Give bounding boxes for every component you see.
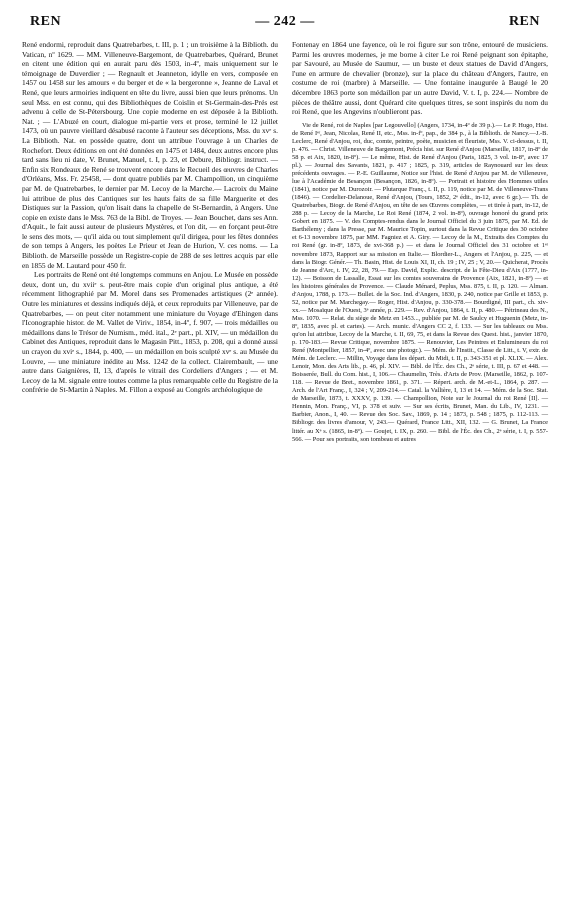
right-column — [292, 40, 548, 444]
left-paragraph-works: René endormi, reproduit dans Quatrebarbes, t. III, p. 1 ; un troisième à la Biblioth. du Vatican, nº 1629. — MM. Villeneuve-Bargemont, de Quatrebarbes, Quérard, Brunet en citent une édition qui en aurait paru dès 1503, in-4º, mais uniquement sur le témoignage de Duverdier ; — Regnault et Jeanneton, idylle en vers, composée en 1457 ou 1458 sur les amours « du berger et de « la bergeronne », Jeanne de Laval et René, que leurs armoiries indiquent en tête du livre, aussi bien que leurs prénoms. Un seul Mss. en est connu, qui des Bibliothèques de Coislin et St-Germain-des-Prés est advenu à celle de St-Pétersbourg. Une copie moderne en est déposée à la Biblioth. Nat. ; — L'Abuzé en court, dialogue mi-partie vers et prose, terminé le 12 juillet 1473, où un pauvre vieillard désabusé raconte à l'auteur ses déceptions, Mss. du xvᵉ s. La Biblioth. Nat. en possède quatre, dont un attribue l'ouvrage à un Charles de Rochefort. Deux éditions en ont été données en 1475 et 1484, deux autres encore plus tard sans lieu ni date, V. Brunet, Manuel, t. I, p. 23, et Debure, Bibliogr. instruct. — Enfin six Rondeaux de René se trouvent encore dans le Recueil des œuvres de Charles d'Orléans, Mss. Fr. 25458, — dont quatre publiés par M. Champollion, un cinquième par M. de Quatrebarbes, le dernier par M. Lecoy de la Marche.— Lacroix du Maine lui attribue de plus des Cantiques sur les hauts faits de sa fille Marguerite et des Distiques sur la Passion, qu'on lisait dans la chapelle de St-Bernardin, à Angers. Une copie en existe dans le Mss. 763 de la Bibl. de Troyes. — Jean Bouchet, dans ses Ann. d'Aquit., le fait aussi auteur de plusieurs Mystères, et l'on dit, — en forçant peut-être le sens des mots, — qu'il aida ou tout simplement qu'il dirigea, pour les fêtes données de son temps à Angers, les poètes Le Prieur et Jean de Hurion, V. ces noms. — La Biblioth. de Marseille possède un Registre-copie de 288 de ses lettres acquis par elle en 1855 de M. Lautard pour 450 fr. — [22, 40, 278, 270]
right-paragraph-main: Fontenay en 1864 une fayence, où le roi figure sur son trône, entouré de musiciens. Parmi les œuvres modernes, je me borne à citer Le roi René peignant son épitaphe, par Savouré, au Musée de Saumur, — un buste et deux statues de David d'Angers, l'une en armure de chevalier (bronze), sur la place du château d'Angers, l'autre, en costume de roi (marbre) à Marseille. — Une fontaine inaugurée à Baugé le 20 décembre 1863 porte son médaillon par un autre David, V. t. I, p. 224.— Nombre de pièces de théâtre aussi, dont Quérard cite quelques titres, se sont inspirés du nom du roi René, que les Angevins n'oublieront pas. — [292, 40, 548, 117]
page-number: — 242 — — [255, 14, 315, 29]
right-paragraph-bibliography: Vie de René, roi de Naples [par Legouvello] (Angers, 1734, in-4º de 39 p.).— Le P. Hugo, Hist. de René Iᵉʳ, Jean, Nicolas, René II, etc., Mss. in-fº, pap., de 384 p., à la Biblioth. de Nancy.—J.-B. Leclerc, René d'Anjou, roi, duc, comte, peintre, poète, musicien et fleuriste, Mss. V. ci-dessus, t. II, p. 476. — Christ. Villeneuve de Bargemont, Précis hist. sur René d'Anjou (Marseille, 1817, in-8º de 58 p. et Aix, 1820, in-8º). — Le même, Hist. de René d'Anjou (Paris, 1825, 3 vol. in-8º, avec 17 pl.). — Journal des Savants, 1821, p. 417 ; 1825, p. 319, articles de Raynouard sur les deux précédents ouvrages. — P.-E. Guillaume, Notice sur l'hist. de René d'Anjou par M. de Villeneuve, lue à l'Académie de Besançon (Besançon, 1826, in-8º). — Portrait et histoire des Hommes utiles (1841), notice par M. Durozoir. — Plutarque Franç., t. II, p. 119, notice par M. de Villeneuve-Trans (1846). — Cordelier-Delanoue, René d'Anjou, (Tours, 1852, 2ᵉ édit., in-12, avec 6 gr.).— Th. de Quatrebarbes, Biogr. de René d'Anjou, en tête de ses Œuvres complètes, — et tirée à part, in-12, de 288 p. — Lecoy de la Marche, Le Roi René (1874, 2 vol. in-8º), ouvrage honoré du grand prix Gobert en 1875. — V. des Comptes-rendus dans le Journal Officiel du 3 juin 1875, par M. Ed. de Barthélemy ; dans la Presse, par M. Maurice Topin, surtout dans la Revue Critique des 30 octobre et 6-13 novembre 1875, par MM. Fagniez et A. Giry. — Lecoy de la M., Extraits des Comptes du roi René (gr. in-8º, 1873, de xvi-368 p.) — et dans le Journal Officiel des 31 octobre et 1ᵉʳ novembre 1873, Rapport sur sa mission en Italie.— Blordier-L., Angers et l'Anjou, p. 225, — et dans la Biogr. Génér.— Th. Basin, Hist. de Louis XI, II, ch. 19 ; IV, 25 ; V, 20.— Quicherat, Procès de Jeanne d'Arc, t. IV, 22, 28, 79.— Esp. David, Explic. descript. de la Fête-Dieu d'Aix (1777, in-12). — Boisson de Lassalle, Essai sur les comtes souverains de Provence (Aix, 1821, in-8º) — et les histoires générales de Provence. — Claude Ménard, Peplus, Mss. 875, t. II, p. 120. — Alman. d'Anjou, 1788, p. 173.— Bullet. de la Soc. Ind. d'Angers, 1830, p. 240, notice par Grille et 1853, p. 52, notice par M. Marchegay.— Roger, Hist. d'Anjou, p. 330-378.— Bourdigné, III part., ch. xiv-xx.— Mosaïque de l'Ouest, 3ᵉ année, p. 229.— Rev. d'Anjou, 1864, t. II, p. 480.— Pétrineau des N., Mss. 1070. — Relat. du siège de Metz en 1453..., publiée par M. de Saulcy et Huguenin (Metz, in-8º, 1835, avec pl. et cartes). — Arch. munic. d'Angers CC 2, f. 133. — Sur les tableaux ou Mss. qu'on lui attribue, Lecoy de la Marche, t. II, 69, 75, et dans la Revue des Quest. hist., janvier 1870, p. 170-183.— Revue Critique, novembre 1875. — Renouvier, Les Peintres et Enlumineurs du roi René (Montpellier, 1857, in-4º, avec une photogr.). — Mém. de l'Instit., Classe de Litt., t. V, extr. de Mém. de Leclerc. — Millin, Voyage dans les départ. du Midi, t. II, p. 343-351 et pl. XLIX. — Alex. Lenoir, Mon. des Arts lib., p. 46, pl. XIV. — Bibl. de l'Éc. des Ch., 2ᵉ série, t. III, p. 67 et 448. — Boisserée, Bull. du Com. hist., I, 106.— Chaumelin, Très. d'Arts de Prov. (Marseille, 1862, p. 107-118. — Revue de Bret., novembre 1861, p. 371. — Répert. arch. de M.-et-L., 1864, p. 287. — Arch. de l'Art Franç., I, 324 ; V, 209-214.— Catal. la Vallière, I, 13 et 14. — Mém. de la Soc. Stat. de Marseille, 1873, t. XXXV, p. 139. — Champollion, Note sur le Journal du roi René [II]. — Hennin, Mon. Franç., VI, p. 378 et suiv. — Sur ses écrits, Brunet, Man. du Lib., IV, 1231. — Barbier, Anon., I, 40. — Revue des Soc. Sav., 1869, p. 14 ; 1873, p. 548 ; 1875, p. 112-113. — Bibliogr. des livres d'amour, V, 243.— Quérard, France Litt., XII, 132. — G. Brunet, La France littér. au Xᵉ s. (1865, in-8º). — Goujet, t. IX, p. 260. — Bibl. de l'Éc. des Ch., 2ᵉ série, t. I, p. 557-566. — Pour ses portraits, son tombeau et autres — [292, 121, 548, 443]
header-right-title: REN — [508, 14, 540, 29]
header-left-title: REN — [30, 14, 62, 29]
text-columns — [22, 40, 548, 444]
left-column — [22, 40, 278, 444]
running-header — [22, 14, 548, 36]
left-paragraph-portraits: Les portraits de René ont été longtemps communs en Anjou. Le Musée en possède deux, dont un, du xviiᵉ s. peut-être mais copie d'un original plus antique, a été récemment lithographié par M. Morel dans ses Promenades artistiques (2ᵉ année). Outre les miniatures et dessins indiqués déjà, et ceux reproduits par Villeneuve, par de Quatrebarbes, — on peut citer notamment une miniature du Voyage d'Ehingen dans l'Iconographie histor. de M. Vallet de Viriv., 1854, in-4º, f. 907, — trois médailles ou médaillons dans le Trésor de Numism., méd. ital., 2ᵉ part., pl. XIV, — un médaillon du Cabinet des Antiques, reproduit dans le Magasin Pitt., 1853, p. 208, qui a donné aussi un crayon du xviᵉ s., 1844, p. 400, — un médaillon en bois sculpté xvᵉ s. au Musée du Louvre, — une miniature inédite au Mss. 1242 de la collect. Clairembault, — une autre dans Gaignières, II, 13, d'après le vitrail des Cordeliers d'Angers ; — et M. Lecoy de la M. signale entre toutes comme la plus remarquable celle du Registre de la confrérie de St-Martin à Naples. M. Fillon a exposé au Congrès archéologique de — [22, 270, 278, 395]
